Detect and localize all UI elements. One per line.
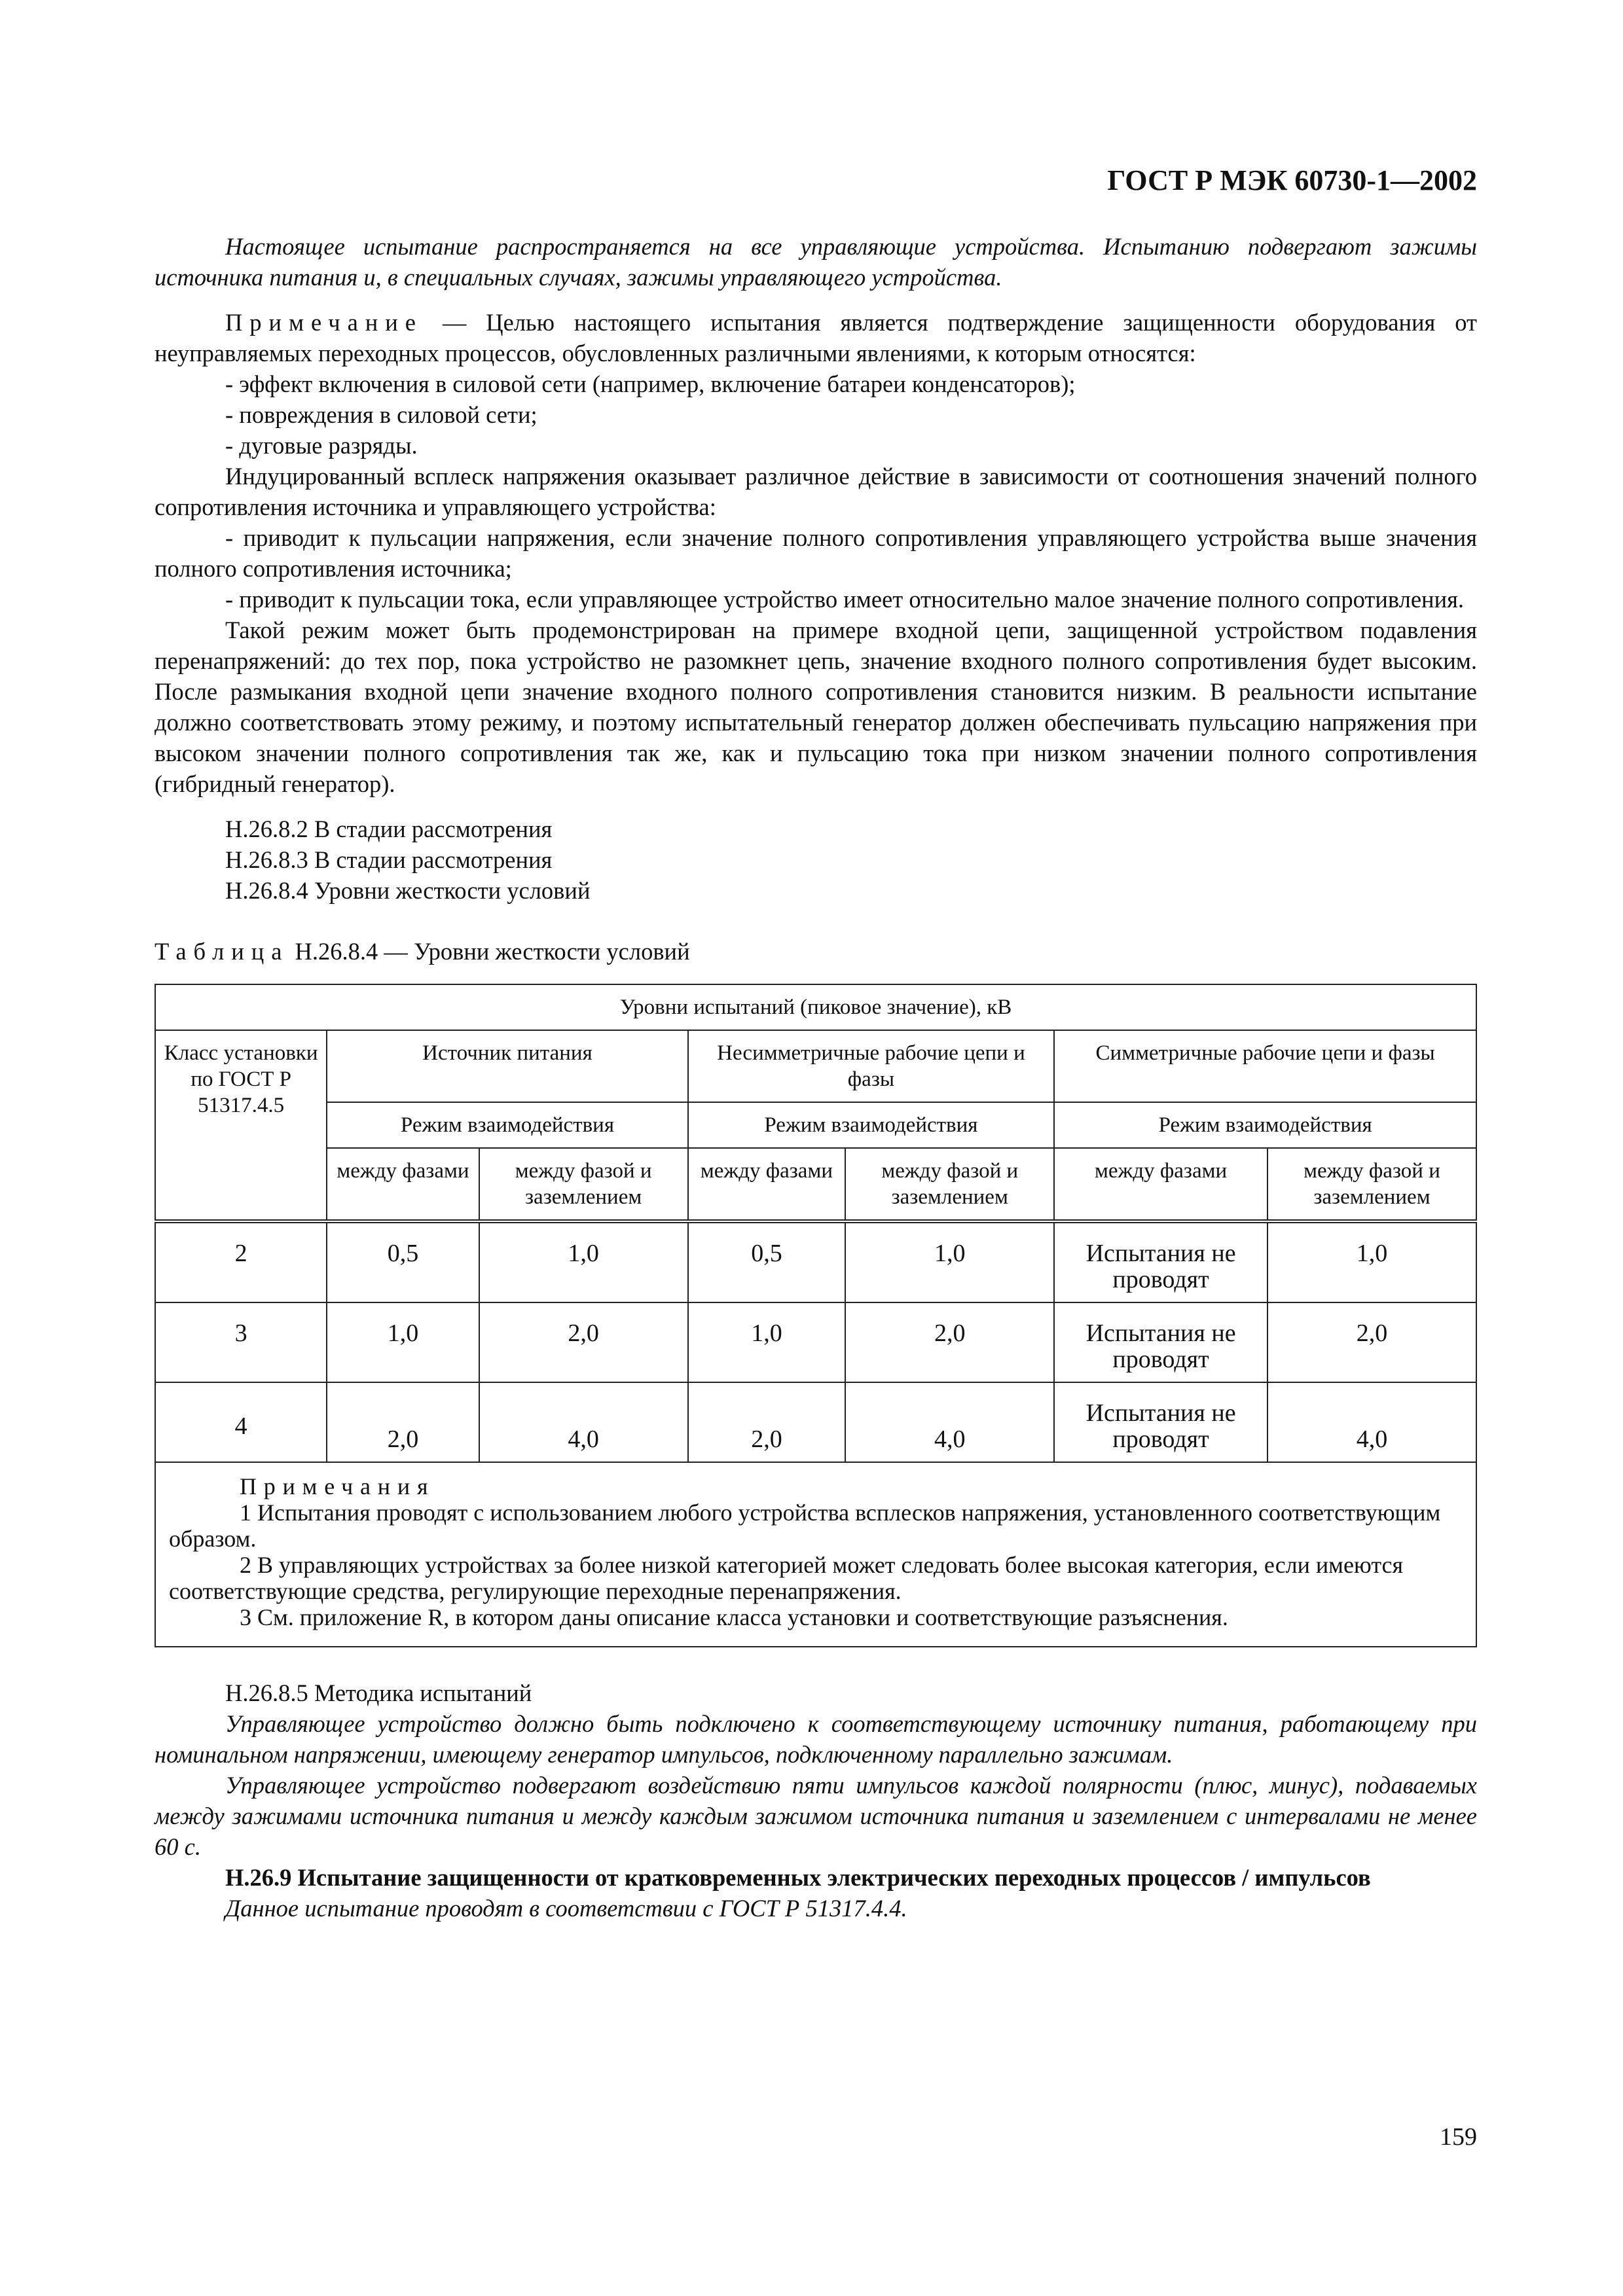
page-number: 159: [1440, 2123, 1477, 2151]
note-label: Примечание: [225, 309, 423, 336]
table-caption-text: Н.26.8.4 — Уровни жесткости условий: [295, 938, 690, 965]
table-cell: 3: [155, 1302, 327, 1382]
table-cell: 4: [155, 1382, 327, 1462]
table-cell: 4,0: [845, 1382, 1054, 1462]
table-cell: 1,0: [327, 1302, 479, 1382]
table-cell: Испытания не проводят: [1054, 1302, 1267, 1382]
table-cell: 4,0: [479, 1382, 688, 1462]
table-note: 1 Испытания проводят с использованием любого устройства всплесков напряжения, установленного соответствующим образом.: [169, 1499, 1441, 1552]
group-header: Симметричные рабочие цепи и фазы: [1054, 1030, 1476, 1102]
table-cell: 2,0: [327, 1382, 479, 1462]
severity-table: [155, 984, 1477, 1647]
method-paragraph: Управляющее устройство подвергают воздействию пяти импульсов каждой полярности (плюс, минус), подаваемых между зажимами источника питания и между каждым зажимом источника питания и заземлением с интервалами не менее 60 с.: [155, 1772, 1477, 1860]
table-cell: 2,0: [1267, 1302, 1476, 1382]
table-notes: [155, 1462, 1476, 1647]
clause-line: Н.26.8.4 Уровни жесткости условий: [225, 877, 591, 904]
intro-paragraph: Настоящее испытание распространяется на все управляющие устройства. Испытанию подвергают зажимы источника питания и, в специальных случаях, зажимы управляющего устройства.: [155, 233, 1477, 291]
method-heading: Н.26.8.5 Методика испытаний: [225, 1679, 532, 1706]
sub-header: между фазой и заземлением: [1267, 1148, 1476, 1221]
sub-header: между фазой и заземлением: [845, 1148, 1054, 1221]
class-header: Класс установки по ГОСТ Р 51317.4.5: [155, 1030, 327, 1221]
notes-title: Примечания: [240, 1473, 435, 1499]
table-caption-label: Таблица: [155, 938, 289, 965]
table-cell: Испытания не проводят: [1054, 1382, 1267, 1462]
document-page: [155, 164, 1477, 1924]
table-cell: Испытания не проводят: [1054, 1221, 1267, 1302]
table-note: 2 В управляющих устройствах за более низкой категорией может следовать более высокая категория, если имеются соответствующие средства, регулирующие переходные перенапряжения.: [169, 1552, 1404, 1604]
table-cell: 2,0: [479, 1302, 688, 1382]
sub-header: между фазой и заземлением: [479, 1148, 688, 1221]
table-notes-row: [155, 1462, 1476, 1647]
case-item: - приводит к пульсации напряжения, если значение полного сопротивления управляющего устройства выше значения полного сопротивления источника;: [155, 524, 1477, 582]
clause-line: Н.26.8.2 В стадии рассмотрения: [225, 816, 553, 842]
effect-item: - эффект включения в силовой сети (например, включение батареи конденсаторов);: [225, 370, 1076, 397]
table-cell: 1,0: [688, 1302, 846, 1382]
table-row: [155, 1221, 1476, 1302]
clause-line: Н.26.8.3 В стадии рассмотрения: [225, 846, 553, 873]
table-cell: 2,0: [688, 1382, 846, 1462]
table-cell: 4,0: [1267, 1382, 1476, 1462]
effect-item: - повреждения в силовой сети;: [225, 401, 538, 428]
effect-item: - дуговые разряды.: [225, 432, 418, 459]
induced-paragraph: Индуцированный всплеск напряжения оказывает различное действие в зависимости от соотношения значений полного сопротивления источника и управляющего устройства:: [155, 463, 1477, 520]
table-cell: 0,5: [688, 1221, 846, 1302]
mode-header: Режим взаимодействия: [327, 1102, 687, 1148]
note-paragraph: [155, 307, 1477, 368]
mode-header: Режим взаимодействия: [688, 1102, 1055, 1148]
table-cell: 1,0: [1267, 1221, 1476, 1302]
document-header: ГОСТ Р МЭК 60730-1—2002: [1107, 164, 1477, 196]
table-top-header: Уровни испытаний (пиковое значение), кВ: [155, 984, 1476, 1030]
case-item: - приводит к пульсации тока, если управляющее устройство имеет относительно малое значение полного сопротивления.: [225, 586, 1465, 613]
group-header: Источник питания: [327, 1030, 687, 1102]
note-text: — Целью настоящего испытания является подтверждение защищенности оборудования от неуправляемых переходных процессов, обусловленных различными явлениями, к которым относятся:: [155, 309, 1477, 367]
sub-header: между фазами: [327, 1148, 479, 1221]
table-row: [155, 1382, 1476, 1462]
table-cell: 2,0: [845, 1302, 1054, 1382]
sub-header: между фазами: [1054, 1148, 1267, 1221]
table-row: [155, 1302, 1476, 1382]
table-caption: [155, 936, 1477, 967]
table-note: 3 См. приложение R, в котором даны описание класса установки и соответствующие разъяснения.: [240, 1604, 1228, 1630]
table-cell: 1,0: [845, 1221, 1054, 1302]
table-cell: 2: [155, 1221, 327, 1302]
section-text: Данное испытание проводят в соответствии с ГОСТ Р 51317.4.4.: [225, 1895, 907, 1922]
mode-paragraph: Такой режим может быть продемонстрирован на примере входной цепи, защищенной устройством подавления перенапряжений: до тех пор, пока устройство не разомкнет цепь, значение входного полного сопротивления будет высоким. После размыкания входной цепи значение входного полного сопротивления становится низким. В реальности испытание должно соответствовать этому режиму, и поэтому испытательный генератор должен обеспечивать пульсацию напряжения при высоком значении полного сопротивления так же, как и пульсацию тока при низком значении полного сопротивления (гибридный генератор).: [155, 617, 1477, 797]
table-cell: 1,0: [479, 1221, 688, 1302]
sub-header: между фазами: [688, 1148, 846, 1221]
mode-header: Режим взаимодействия: [1054, 1102, 1476, 1148]
section-heading: Н.26.9 Испытание защищенности от кратковременных электрических переходных процессов / импульсов: [225, 1864, 1371, 1891]
table-cell: 0,5: [327, 1221, 479, 1302]
group-header: Несимметричные рабочие цепи и фазы: [688, 1030, 1055, 1102]
method-paragraph: Управляющее устройство должно быть подключено к соответствующему источнику питания, работающему при номинальном напряжении, имеющему генератор импульсов, подключенному параллельно зажимам.: [155, 1710, 1477, 1768]
